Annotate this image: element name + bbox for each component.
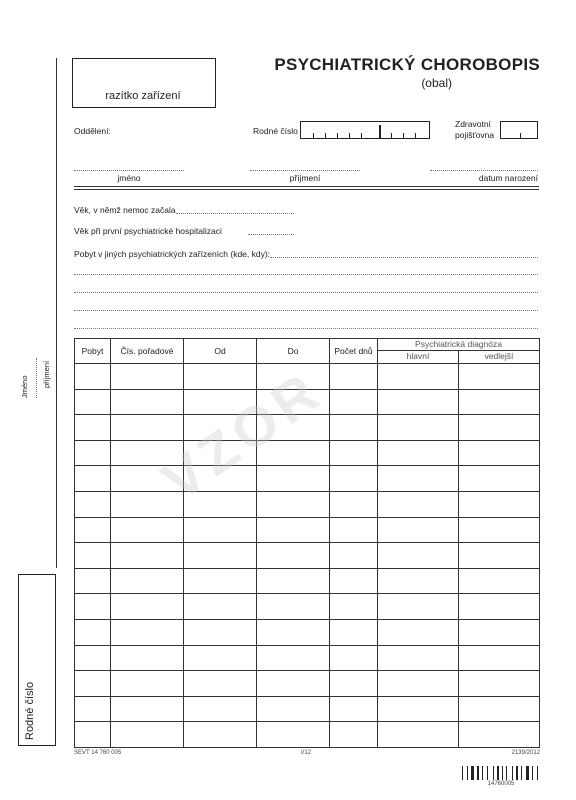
table-cell[interactable] bbox=[75, 645, 111, 671]
oddeleni-label: Oddělení: bbox=[74, 126, 111, 136]
footer-code: SEVT 14 760 005 bbox=[74, 750, 122, 756]
diagnoza-label: Psychiatrická diagnóza bbox=[378, 339, 539, 351]
table-cell[interactable] bbox=[459, 722, 540, 748]
table-cell[interactable] bbox=[75, 594, 111, 620]
vek-hosp-label: Věk při první psychiatrické hospitalizaci bbox=[74, 226, 222, 236]
divider bbox=[74, 189, 539, 190]
table-cell[interactable] bbox=[257, 517, 330, 543]
table-cell[interactable] bbox=[330, 722, 378, 748]
pobyt-line[interactable] bbox=[74, 328, 538, 329]
watermark: VZOR bbox=[150, 357, 334, 513]
barcode-bar bbox=[500, 766, 501, 780]
table-cell[interactable] bbox=[184, 645, 257, 671]
table-cell[interactable] bbox=[330, 619, 378, 645]
table-cell[interactable] bbox=[459, 645, 540, 671]
vek-nemoc-label: Věk, v němž nemoc začala bbox=[74, 205, 176, 215]
table-row bbox=[75, 671, 540, 697]
table-row bbox=[75, 568, 540, 594]
table-cell[interactable] bbox=[111, 594, 184, 620]
barcode-bar bbox=[469, 766, 470, 780]
barcode-bar bbox=[516, 766, 518, 780]
table-cell[interactable] bbox=[330, 696, 378, 722]
barcode-bar bbox=[467, 766, 468, 780]
table-row bbox=[75, 466, 540, 492]
table-row bbox=[75, 543, 540, 569]
table-row bbox=[75, 619, 540, 645]
table-cell[interactable] bbox=[257, 722, 330, 748]
vek-hosp-line[interactable] bbox=[248, 234, 294, 235]
table-cell[interactable] bbox=[184, 364, 257, 390]
table-cell[interactable] bbox=[257, 466, 330, 492]
table-cell[interactable] bbox=[257, 619, 330, 645]
table-cell[interactable] bbox=[378, 543, 459, 569]
footer-date: 2139/2012 bbox=[511, 750, 540, 756]
barcode-bar bbox=[471, 766, 474, 780]
table-cell[interactable] bbox=[378, 517, 459, 543]
table-cell[interactable] bbox=[75, 671, 111, 697]
barcode-bar bbox=[493, 766, 494, 780]
form-subtitle: (obal) bbox=[421, 76, 452, 90]
table-cell[interactable] bbox=[459, 543, 540, 569]
stamp-label: razítko zařízení bbox=[105, 90, 181, 102]
table-cell[interactable] bbox=[378, 696, 459, 722]
table-cell[interactable] bbox=[111, 671, 184, 697]
table-row bbox=[75, 594, 540, 620]
table-cell[interactable] bbox=[378, 671, 459, 697]
table-cell[interactable] bbox=[75, 722, 111, 748]
table-cell[interactable] bbox=[184, 696, 257, 722]
barcode-bar bbox=[484, 766, 486, 780]
table-cell[interactable] bbox=[459, 619, 540, 645]
table-cell[interactable] bbox=[75, 364, 111, 390]
vek-nemoc-line[interactable] bbox=[176, 213, 294, 214]
table-cell[interactable] bbox=[184, 517, 257, 543]
table-cell[interactable] bbox=[459, 671, 540, 697]
table-cell[interactable] bbox=[330, 466, 378, 492]
barcode-bar bbox=[477, 766, 479, 780]
table-cell[interactable] bbox=[111, 364, 184, 390]
table-cell[interactable] bbox=[257, 671, 330, 697]
table-cell[interactable] bbox=[330, 517, 378, 543]
barcode-bar bbox=[480, 766, 481, 780]
table-row bbox=[75, 491, 540, 517]
pobyt-jinde-label: Pobyt v jiných psychiatrických zařízeních (kde, kdy): bbox=[74, 249, 271, 259]
table-cell[interactable] bbox=[459, 491, 540, 517]
col-pocet-dnu: Počet dnů bbox=[330, 339, 378, 364]
table-cell[interactable] bbox=[378, 440, 459, 466]
table-cell[interactable] bbox=[257, 543, 330, 569]
table-cell[interactable] bbox=[75, 466, 111, 492]
footer-page: I/12 bbox=[301, 750, 312, 756]
table-cell[interactable] bbox=[257, 696, 330, 722]
barcode-bar bbox=[534, 766, 536, 780]
table-cell[interactable] bbox=[330, 568, 378, 594]
diagnoza-vedlejsi: vedlejší bbox=[484, 351, 514, 361]
table-cell[interactable] bbox=[330, 491, 378, 517]
side-prijmeni: příjmení bbox=[42, 360, 51, 388]
table-cell[interactable] bbox=[378, 645, 459, 671]
barcode-bar bbox=[504, 766, 505, 780]
table-cell[interactable] bbox=[378, 619, 459, 645]
table-cell[interactable] bbox=[257, 568, 330, 594]
barcode-bar bbox=[464, 766, 466, 780]
table-cell[interactable] bbox=[378, 364, 459, 390]
table-cell[interactable] bbox=[459, 594, 540, 620]
pobyt-line[interactable] bbox=[270, 257, 538, 258]
table-cell[interactable] bbox=[330, 671, 378, 697]
table-cell[interactable] bbox=[459, 389, 540, 415]
table-row bbox=[75, 440, 540, 466]
barcode-bar bbox=[502, 766, 504, 780]
table-cell[interactable] bbox=[378, 466, 459, 492]
barcode-bar bbox=[495, 766, 496, 780]
table-cell[interactable] bbox=[459, 466, 540, 492]
table-cell[interactable] bbox=[459, 364, 540, 390]
table-row bbox=[75, 696, 540, 722]
barcode-bar bbox=[487, 766, 488, 780]
table-cell[interactable] bbox=[75, 491, 111, 517]
rodne-cislo-field[interactable] bbox=[300, 121, 430, 139]
table-cell[interactable] bbox=[378, 722, 459, 748]
prijmeni-line[interactable] bbox=[250, 170, 360, 171]
barcode-number: 14760005 bbox=[487, 781, 515, 787]
table-cell[interactable] bbox=[75, 440, 111, 466]
table-cell[interactable] bbox=[330, 415, 378, 441]
table-cell[interactable] bbox=[75, 568, 111, 594]
table-cell[interactable] bbox=[75, 696, 111, 722]
table-cell[interactable] bbox=[111, 645, 184, 671]
barcode-bar bbox=[462, 766, 463, 780]
barcode-bar bbox=[537, 766, 538, 780]
table-row bbox=[75, 645, 540, 671]
table-cell[interactable] bbox=[378, 568, 459, 594]
prijmeni-label: příjmení bbox=[289, 173, 321, 183]
datum-line[interactable] bbox=[430, 170, 538, 171]
table-cell[interactable] bbox=[378, 415, 459, 441]
table-cell[interactable] bbox=[184, 671, 257, 697]
table-cell[interactable] bbox=[378, 594, 459, 620]
table-cell[interactable] bbox=[184, 568, 257, 594]
table-cell[interactable] bbox=[330, 594, 378, 620]
barcode-bar bbox=[506, 766, 507, 780]
table-cell[interactable] bbox=[75, 619, 111, 645]
pojistovna-label: Zdravotní pojišťovna bbox=[455, 119, 495, 140]
table-cell[interactable] bbox=[459, 415, 540, 441]
col-cislo: Čís. pořadové bbox=[111, 339, 184, 364]
barcode-bar bbox=[532, 766, 533, 780]
table-cell[interactable] bbox=[257, 645, 330, 671]
diagnoza-hlavni: hlavní bbox=[378, 351, 459, 363]
barcode-bar bbox=[521, 766, 522, 780]
barcode-bar bbox=[530, 766, 531, 780]
barcode-bar bbox=[514, 766, 515, 780]
table-cell[interactable] bbox=[111, 722, 184, 748]
table-cell[interactable] bbox=[330, 543, 378, 569]
side-dot-line bbox=[36, 358, 37, 398]
barcode-bar bbox=[512, 766, 513, 780]
margin-line bbox=[56, 58, 57, 568]
table-cell[interactable] bbox=[459, 568, 540, 594]
table-cell[interactable] bbox=[459, 517, 540, 543]
pojistovna-field[interactable] bbox=[500, 121, 538, 139]
side-jmeno: Jméno bbox=[20, 375, 29, 398]
table-cell[interactable] bbox=[330, 440, 378, 466]
table-cell[interactable] bbox=[330, 645, 378, 671]
barcode-bar bbox=[539, 766, 540, 780]
barcode-bar bbox=[475, 766, 476, 780]
col-do: Do bbox=[257, 339, 330, 364]
table-cell[interactable] bbox=[75, 517, 111, 543]
table-cell[interactable] bbox=[257, 491, 330, 517]
table-cell[interactable] bbox=[75, 415, 111, 441]
table-cell[interactable] bbox=[184, 722, 257, 748]
table-cell[interactable] bbox=[378, 389, 459, 415]
table-cell[interactable] bbox=[111, 696, 184, 722]
divider bbox=[74, 186, 539, 187]
barcode bbox=[462, 766, 540, 780]
col-pobyt: Pobyt bbox=[75, 339, 111, 364]
rodne-cislo-label: Rodné číslo bbox=[253, 126, 298, 136]
table-cell[interactable] bbox=[75, 543, 111, 569]
table-cell[interactable] bbox=[111, 568, 184, 594]
barcode-bar bbox=[508, 766, 511, 780]
side-rodne-cislo: Rodné číslo bbox=[24, 681, 36, 740]
table-cell[interactable] bbox=[111, 619, 184, 645]
table-cell[interactable] bbox=[111, 491, 184, 517]
table-cell[interactable] bbox=[184, 543, 257, 569]
barcode-bar bbox=[519, 766, 520, 780]
jmeno-line[interactable] bbox=[74, 170, 184, 171]
jmeno-label: jméno bbox=[117, 173, 141, 183]
table-cell[interactable] bbox=[257, 594, 330, 620]
table-cell[interactable] bbox=[184, 594, 257, 620]
barcode-bar bbox=[497, 766, 499, 780]
table-cell[interactable] bbox=[75, 389, 111, 415]
datum-label: datum narození bbox=[478, 173, 538, 183]
table-cell[interactable] bbox=[111, 415, 184, 441]
barcode-bar bbox=[526, 766, 529, 780]
barcode-bar bbox=[482, 766, 483, 780]
col-od: Od bbox=[184, 339, 257, 364]
barcode-bar bbox=[523, 766, 525, 780]
table-cell[interactable] bbox=[111, 543, 184, 569]
table-row bbox=[75, 722, 540, 748]
table-cell[interactable] bbox=[184, 619, 257, 645]
table-row bbox=[75, 517, 540, 543]
table-cell[interactable] bbox=[459, 696, 540, 722]
table-cell[interactable] bbox=[378, 491, 459, 517]
table-cell[interactable] bbox=[111, 517, 184, 543]
barcode-bar bbox=[489, 766, 492, 780]
table-cell[interactable] bbox=[459, 440, 540, 466]
table-cell[interactable] bbox=[111, 389, 184, 415]
form-title: PSYCHIATRICKÝ CHOROBOPIS bbox=[274, 55, 540, 74]
